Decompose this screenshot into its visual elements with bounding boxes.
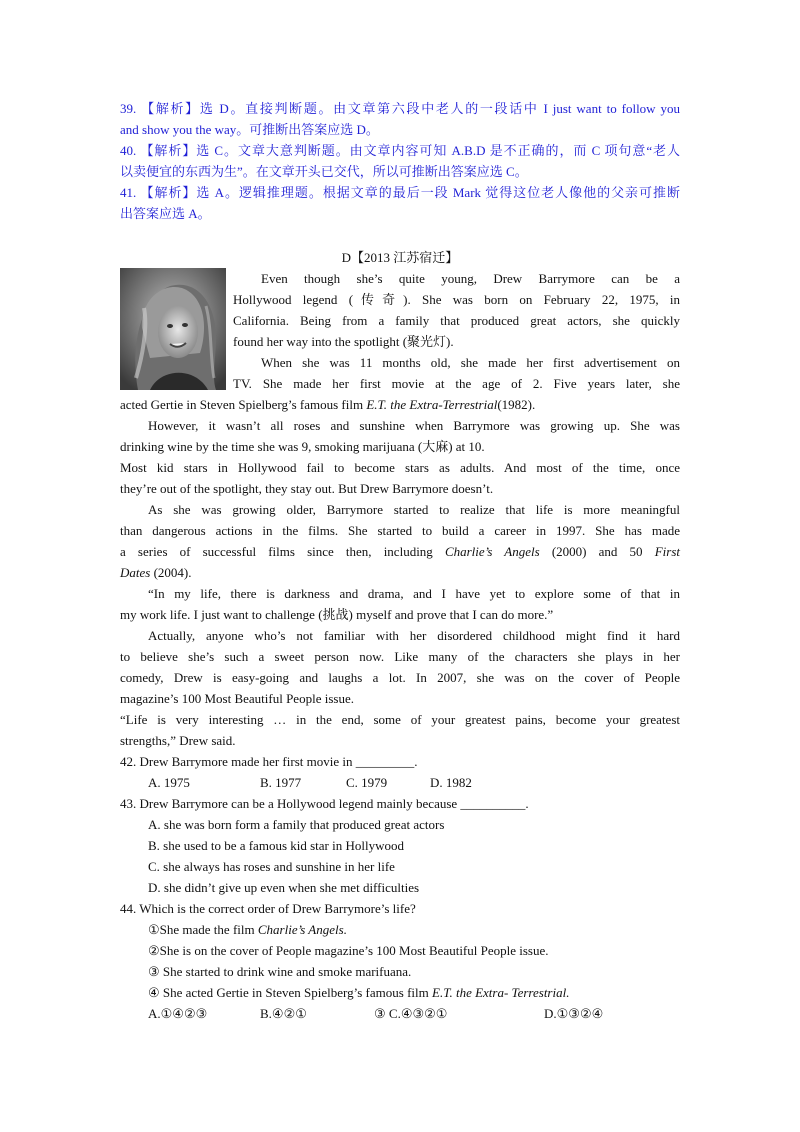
film-title: Charlie’s Angels. [257,922,347,937]
event-item [148,919,680,940]
passage-p1-line3: California. Being from a family that produced great actors, she quickly [233,313,680,328]
answer-explanations [120,98,680,224]
answer-39-line1: 39. 【解析】选 D。直接判断题。由文章第六段中老人的一段话中 I just want to follow you [120,101,680,116]
passage-text: acted Gertie in Steven Spielberg’s famous film [120,397,367,412]
option: B. 1977 [260,775,302,790]
passage-p8-line1: “Life is very interesting … in the end, some of your greatest pains, become your greatest [120,712,680,727]
passage-p3-line1: However, it wasn’t all roses and sunshine when Barrymore was growing up. She was [148,418,680,433]
option: B.④②① [260,1006,307,1021]
option: D.①③②④ [544,1006,604,1021]
passage-p4-line1: Most kid stars in Hollywood fail to become stars as adults. And most of the time, once [120,460,680,475]
passage-text: (2000) and 50 [539,544,655,559]
document-page [120,98,680,1024]
question-44-options [148,1003,680,1024]
passage-p5-line4 [120,562,680,583]
passage-p6-line2: my work life. I just want to challenge (挑战) myself and prove that I can do more.” [120,607,554,622]
option: D. 1982 [430,775,472,790]
passage-p6-line1: “In my life, there is darkness and drama, and I have yet to explore some of that in [148,586,680,601]
section-title: D【2013 江苏宿迁】 [341,250,459,265]
option: A.①④②③ [148,1006,208,1021]
passage-p7-line3: comedy, Drew is easy-going and laughs a lot. In 2007, she was on the cover of People [120,670,680,685]
passage-p5-line3 [120,541,680,562]
question-44-items [120,919,680,1024]
passage-p8-line2: strengths,” Drew said. [120,733,236,748]
question-43-stem: 43. Drew Barrymore can be a Hollywood legend mainly because __________. [120,796,529,811]
event-item: ②She is on the cover of People magazine’s 100 Most Beautiful People issue. [148,943,549,958]
passage-intro [120,268,680,394]
option: C. 1979 [346,775,388,790]
passage-p1-line2: Hollywood legend (传奇). She was born on February 22, 1975, in [233,292,680,307]
portrait-photo [120,268,226,390]
passage-p4-line2: they’re out of the spotlight, they stay out. But Drew Barrymore doesn’t. [120,481,494,496]
passage-text: (1982). [497,397,536,412]
passage-p7-line1: Actually, anyone who’s not familiar with her disordered childhood might find it hard [148,628,680,643]
option: A. 1975 [148,775,190,790]
film-title: First [654,544,680,559]
answer-40-line1: 40. 【解析】选 C。文章大意判断题。由文章内容可知 A.B.D 是不正确的，而 C 项句意“老人 [120,143,680,158]
passage-p2-line2: TV. She made her first movie at the age of 2. Five years later, she [233,376,680,391]
film-title: E.T. the Extra-Terrestrial [366,397,498,412]
option: C. she always has roses and sunshine in her life [148,859,395,874]
event-item: ③ She started to drink wine and smoke marifuana. [148,964,412,979]
passage-p3-line2: drinking wine by the time she was 9, smoking marijuana (大麻) at 10. [120,439,485,454]
event-text: ①She made the film [148,922,258,937]
film-title: Dates [120,565,151,580]
film-title: Charlie’s Angels [444,544,540,559]
answer-41-line1: 41. 【解析】选 A。逻辑推理题。根据文章的最后一段 Mark 觉得这位老人像他的父亲可推断 [120,185,680,200]
passage-text: (2004). [150,565,192,580]
passage-text: a series of successful films since then, including [120,544,445,559]
option: D. she didn’t give up even when she met difficulties [148,880,420,895]
passage-p7-line2: to believe she’s such a sweet person now. Like many of the characters she plays in her [120,649,680,664]
event-text: ④ She acted Gertie in Steven Spielberg’s famous film [148,985,432,1000]
option: B. she used to be a famous kid star in Hollywood [148,838,404,853]
question-44-stem: 44. Which is the correct order of Drew Barrymore’s life? [120,901,416,916]
question-43-options [120,814,680,898]
passage-p7-line4: magazine’s 100 Most Beautiful People issue. [120,691,354,706]
passage-p2-line1: When she was 11 months old, she made her first advertisement on [261,355,680,370]
event-item [148,982,680,1003]
passage-p5-line2: than dangerous actions in the films. She started to build a career in 1997. She has made [120,523,680,538]
option: ③ C.④③②① [374,1006,448,1021]
question-42-options [120,772,680,793]
option: A. she was born form a family that produced great actors [148,817,445,832]
passage-p1-line1: Even though she’s quite young, Drew Barrymore can be a [261,271,680,286]
passage-p1-line4: found her way into the spotlight (聚光灯). [233,334,454,349]
answer-41-line2: 出答案应选 A。 [120,206,211,221]
answer-39-line2: and show you the way。可推断出答案应选 D。 [120,122,379,137]
passage-p2-line3 [120,394,680,415]
answer-40-line2: 以卖便宜的东西为生”。在文章开头已交代，所以可推断出答案应选 C。 [120,164,528,179]
film-title: E.T. the Extra- Terrestrial. [432,985,570,1000]
passage-p5-line1: As she was growing older, Barrymore started to realize that life is more meaningful [148,502,680,517]
question-42-stem: 42. Drew Barrymore made her first movie in _________. [120,754,418,769]
